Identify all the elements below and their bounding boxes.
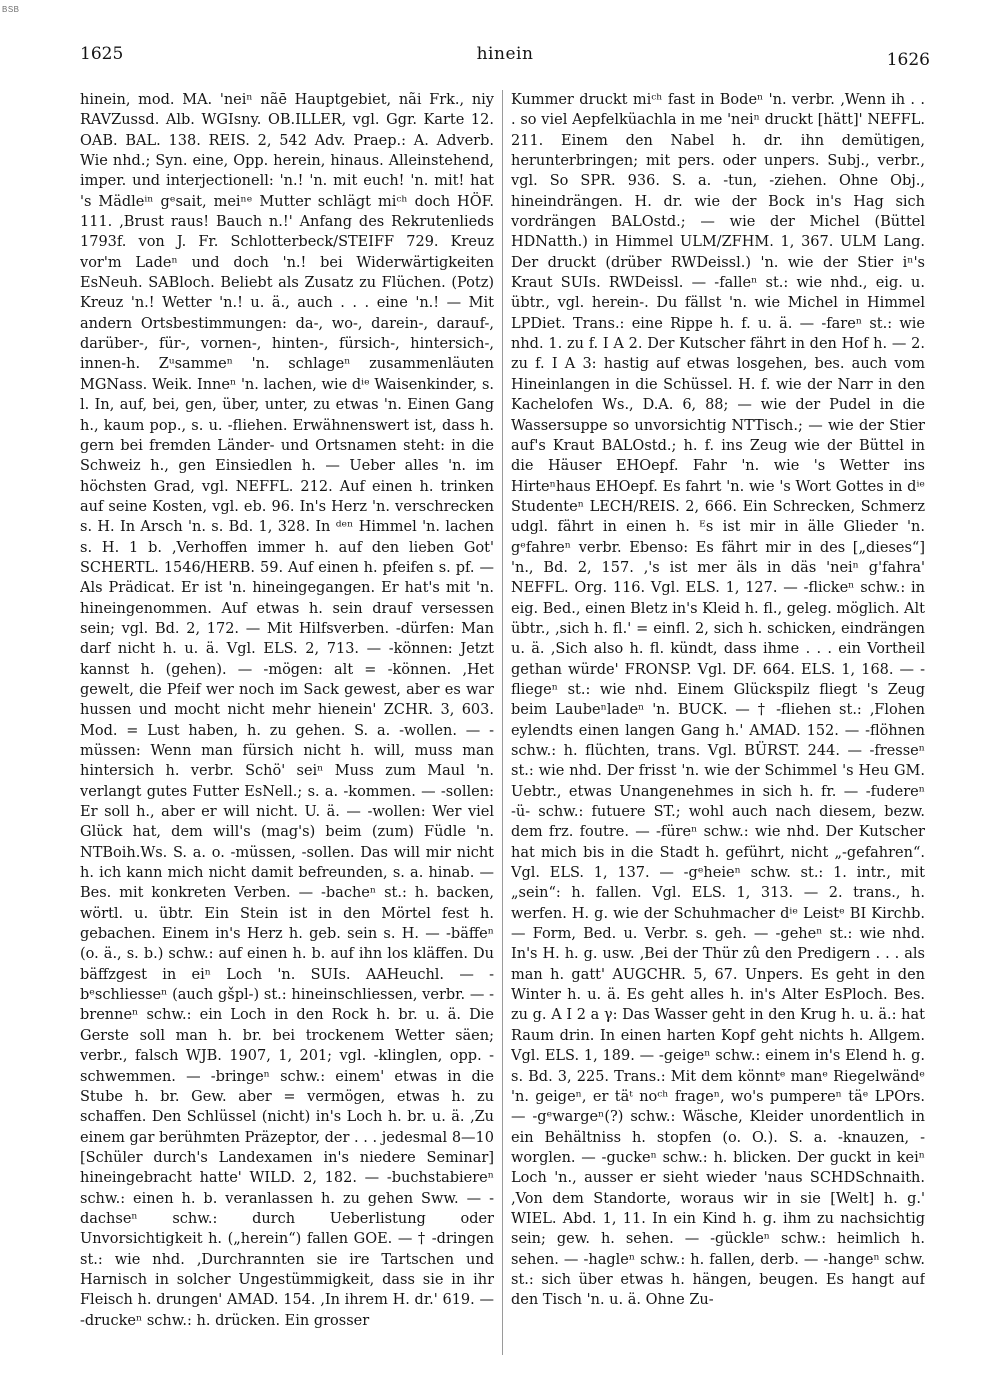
page-header xyxy=(80,44,930,74)
library-stamp: BSB xyxy=(2,5,20,14)
column-divider xyxy=(502,90,503,1355)
left-column xyxy=(80,90,494,1355)
page-number-right: 1626 xyxy=(886,50,930,70)
dictionary-entry-text-right: Kummer druckt miᶜʰ fast in Bodeⁿ 'n. verbr. ‚Wenn ih . . . so viel Aepfelküachla in me 'neiⁿ druckt [hätt]' NEFFL. 211. Einem den Nabel h. dr. ihn demütigen, herunterbringen; mit pers. oder unpers. Subj., verbr., vgl. So SPR. 936. S. a. -tun, -ziehen. Ohne Obj., hineindrängen. H. dr. wie der Bock in's Hag sich vordrängen BALOstd.; — wie der Michel (Büttel HDNatth.) in Himmel ULM/ZFHM. 1, 367. ULM Lang. Der druckt (drüber RWDeissl.) 'n. wie der Stier iⁿ's Kraut SUIs. RWDeissl. — -falleⁿ st.: wie nhd., eig. u. übtr., vgl. herein-. Du fällst 'n. wie Michel in Himmel LPDiet. Trans.: eine Rippe h. f. u. ä. — -fareⁿ st.: wie nhd. 1. zu f. I A 2. Der Kutscher fährt in den Hof h. — 2. zu f. I A 3: hastig auf etwas losgehen, bes. auch vom Hineinlangen in die Schüssel. H. f. wie der Narr in den Kachelofen Ws., D.A. 6, 88; — wie der Pudel in die Wassersuppe so unvorsichtig NTTisch.; — wie der Stier auf's Kraut BALOstd.; h. f. ins Zeug wie der Büttel in die Häuser EHOepf. Fahr 'n. wie 's Wetter ins Hirteⁿhaus EHOepf. Es fahrt 'n. wie 's Wort Gottes in dⁱᵉ Studenteⁿ LECH/REIS. 2, 666. Ein Schrecken, Schmerz udgl. fährt in einen h. ᴱs ist mir in älle Glieder 'n. gᵉfahreⁿ verbr. Ebenso: Es fährt mir in des [„dieses“] 'n., Bd. 2, 157. ‚'s ist mer äls in däs 'neiⁿ g'fahra' NEFFL. Org. 116. Vgl. ELS. 1, 127. — -flickeⁿ schw.: in eig. Bed., einen Bletz in's Kleid h. fl., geleg. möglich. Alt übtr., ‚sich h. fl.' = einfl. 2, sich h. schicken, eindrängen u. ä. ‚Sich also h. fl. kündt, dass ihme . . . ein Vortheil gethan würde' FRONSP. Vgl. DF. 664. ELS. 1, 168. — -fliegeⁿ st.: wie nhd. Einem Glückspilz fliegt 's Zeug beim Laubeⁿladeⁿ 'n. BUCK. — † -fliehen st.: ‚Flohen eylendts einen langen Gang h.' AMAD. 152. — -flöhnen schw.: h. flüchten, trans. Vgl. BÜRST. 244. — -fresseⁿ st.: wie nhd. Der frisst 'n. wie der Schimmel 's Heu GM. Uebtr., etwas Unangenehmes in sich h. fr. — -fudereⁿ -ü- schw.: futuere ST.; wohl auch nach diesem, bezw. dem frz. foutre. — -füreⁿ schw.: wie nhd. Der Kutscher hat mich bis in die Stadt h. geführt, nicht „-gefahren“. Vgl. ELS. 1, 137. — -gᵉheieⁿ schw. st.: 1. intr., mit „sein“: h. fallen. Vgl. ELS. 1, 313. — 2. trans., h. werfen. H. g. wie der Schuhmacher dⁱᵉ Leistᵉ BI Kirchb. — Form, Bed. u. Verbr. s. geh. — -geheⁿ st.: wie nhd. In's H. h. g. usw. ‚Bei der Thür zû den Predigern . . . als man h. gatt' AUGCHR. 5, 67. Unpers. Es geht in den Winter h. u. ä. Es geht alles h. in's Alter EsPloch. Bes. zu g. A I 2 a γ: Das Wasser geht in den Krug h. u. ä.: hat Raum drin. In einen harten Kopf geht nichts h. Allgem. Vgl. ELS. 1, 189. — -geigeⁿ schw.: einem in's Elend h. g. s. Bd. 3, 225. Trans.: Mit dem könntᵉ manᵉ Riegelwändᵉ 'n. geigeⁿ, er täᵗ noᶜʰ frageⁿ, wo's pumpereⁿ täᵉ LPOrs. — -gᵉwargeⁿ(?) schw.: Wäsche, Kleider unordentlich in ein Behältniss h. stopfen (o. O.). S. a. -knauzen, -worglen. — -guckeⁿ schw.: h. blicken. Der guckt in keiⁿ Loch 'n., ausser er sieht wieder 'naus SCHDSchnaith. ‚Von dem Standorte, woraus wir in sie [Welt] h. g.' WIEL. Abd. 1, 11. In ein Kind h. g. ihm zu nachsichtig sein; gew. h. sehen. — -gückleⁿ schw.: heimlich h. sehen. — -hagleⁿ schw.: h. fallen, derb. — -hangeⁿ schw. st.: sich über etwas h. hängen, beugen. Es hangt auf den Tisch 'n. u. ä. Ohne Zu- xyxy=(511,92,925,1309)
right-column xyxy=(511,90,925,1355)
running-headword: hinein xyxy=(476,44,534,64)
dictionary-entry-text-left: hinein, mod. MA. 'neiⁿ nãē Hauptgebiet, nãi Frk., niy RAVZussd. Alb. WGIsny. OB.ILLER, vgl. Ggr. Karte 12. OAB. BAL. 138. REIS. 2, 542 Adv. Praep.: A. Adverb. Wie nhd.; Syn. eine, Opp. herein, hinaus. Alleinstehend, imper. und interjectionell: 'n.! 'n. mit euch! 'n. mit! hat 's Mädleⁱⁿ gᵉsait, meiⁿᵉ Mutter schlägt miᶜʰ doch HÖF. 111. ‚Brust raus! Bauch n.!' Anfang des Rekrutenlieds 1793f. von J. Fr. Schlotterbeck/STEIFF 729. Kreuz vor'm Ladeⁿ und doch 'n.! bei Widerwärtigkeiten EsNeuh. SABloch. Beliebt als Zusatz zu Flüchen. (Potz) Kreuz 'n.! Wetter 'n.! u. ä., auch . . . eine 'n.! — Mit andern Ortsbestimmungen: da-, wo-, darein-, darauf-, darüber-, für-, vornen-, hinten-, fürsich-, hintersich-, innen-h. Zᵘsammeⁿ 'n. schlageⁿ zusammenläuten MGNass. Weik. Inneⁿ 'n. lachen, wie dⁱᵉ Waisenkinder, s. l. In, auf, bei, gen, über, unter, zu etwas 'n. Einen Gang h., kaum pop., s. u. -fliehen. Erwähnenswert ist, dass h. gern bei fremden Länder- und Ortsnamen steht: in die Schweiz h., gen Einsiedlen h. — Ueber alles 'n. im höchsten Grad, vgl. NEFFL. 212. Auf einen h. trinken auf seine Kosten, vgl. eb. 96. In's Herz 'n. verschrecken s. H. In Arsch 'n. s. Bd. 1, 328. In ᵈᵉⁿ Himmel 'n. lachen s. H. 1 b. ‚Verhoffen immer h. auf den lieben Got' SCHERTL. 1546/HERB. 59. Auf einen h. pfeifen s. pf. — Als Prädicat. Er ist 'n. hineingegangen. Er hat's mit 'n. hineingenommen. Auf etwas h. sein drauf versessen sein; vgl. Bd. 2, 172. — Mit Hilfsverben. -dürfen: Man darf nicht h. u. ä. Vgl. ELS. 2, 713. — -können: Jetzt kannst h. (gehen). — -mögen: alt = -können. ‚Het gewelt, die Pfeif wer noch im Sack gewest, aber es war hussen und mocht nicht mehr hienein' ZCHR. 3, 603. Mod. = Lust haben, h. zu gehen. S. a. -wollen. — -müssen: Wenn man fürsich nicht h. will, muss man hintersich h. verbr. Schö' seiⁿ Muss zum Maul 'n. verlangt gutes Futter EsNell.; s. a. -kommen. — -sollen: Er soll h., aber er will nicht. U. ä. — -wollen: Wer viel Glück hat, dem will's (mag's) beim (zum) Füdle 'n. NTBoih.Ws. S. a. o. -müssen, -sollen. Das will mir nicht h. ich kann mich nicht damit befreunden, s. a. hinab. — Bes. mit konkreten Verben. — -bacheⁿ st.: h. backen, wörtl. u. übtr. Ein Stein ist in den Mörtel fest h. gebachen. Einem in's Herz h. geb. sein s. H. — -bäffeⁿ (o. ä., s. b.) schw.: auf einen h. b. auf ihn los kläffen. Du bäffzgest in eiⁿ Loch 'n. SUIs. AAHeuchl. — -bᵉschliesseⁿ (auch gšpl-) st.: hineinschliessen, verbr. — -brenneⁿ schw.: ein Loch in den Rock h. br. u. ä. Die Gerste soll man h. br. bei trockenem Wetter säen; verbr., falsch WJB. 1907, 1, 201; vgl. -klinglen, opp. -schwemmen. — -bringeⁿ schw.: einem' etwas in die Stube h. br. Gew. aber = vermögen, etwas h. zu schaffen. Den Schlüssel (nicht) in's Loch h. br. u. ä. ‚Zu einem gar berühmten Präzeptor, der . . . jedesmal 8—10 [Schüler durch's Landexamen in's niedere Seminar] hineingebracht hatte' WILD. 2, 182. — -buchstabiereⁿ schw.: einen h. b. veranlassen h. zu gehen Sww. — -dachseⁿ schw.: durch Ueberlistung oder Unvorsichtigkeit h. („herein“) fallen GOE. — † -dringen st.: wie nhd. ‚Durchrannten sie ire Tartschen und Harnisch in solcher Ungestümmigkeit, dass sie in ihr Fleisch h. drungen' AMAD. 154. ‚In ihrem H. dr.' 619. — -druckeⁿ schw.: h. drücken. Ein grosser xyxy=(80,92,494,1329)
page-number-left: 1625 xyxy=(80,44,124,64)
